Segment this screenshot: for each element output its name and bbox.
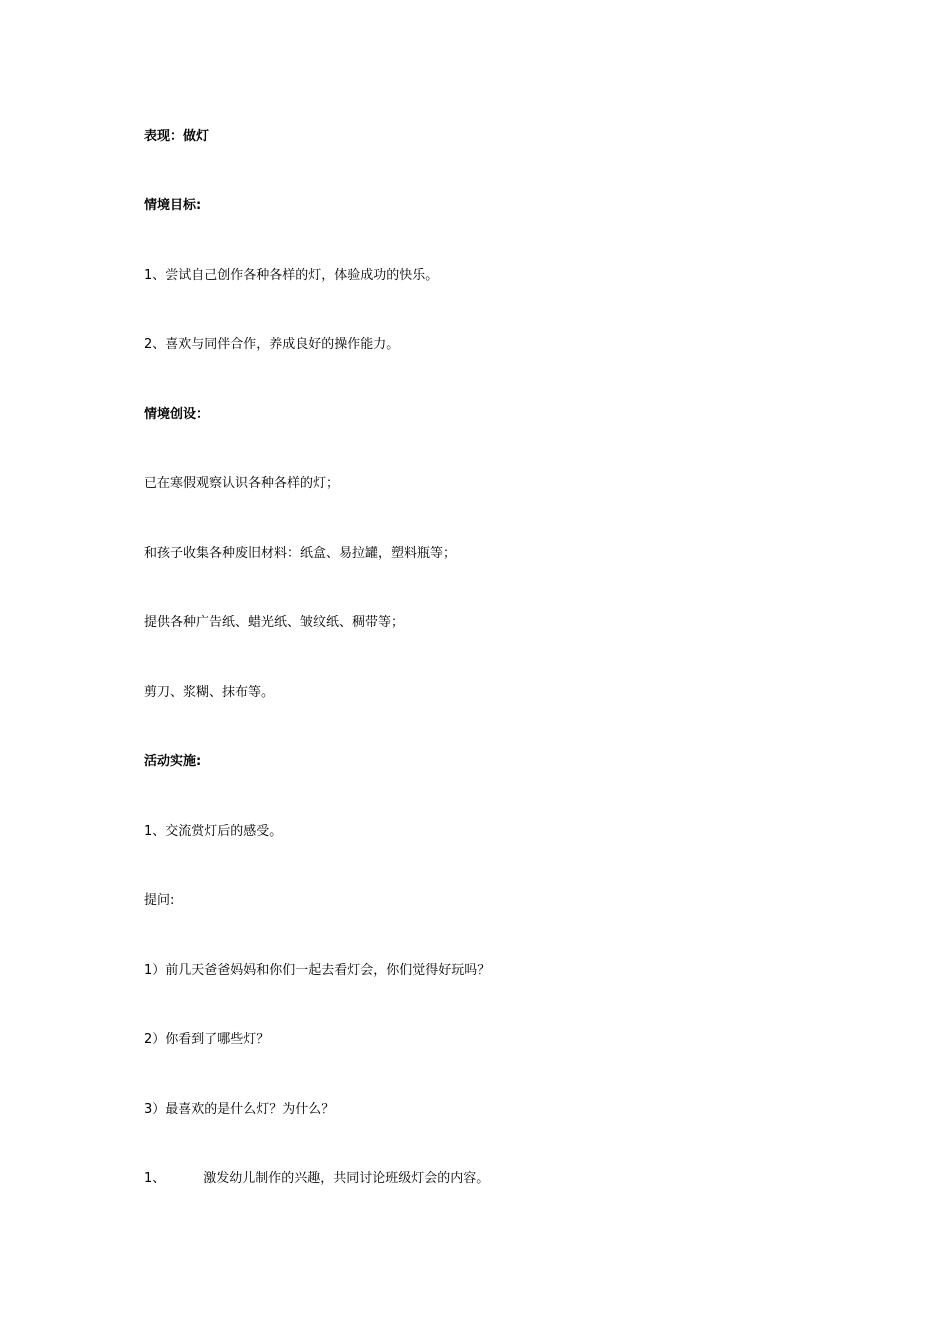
- setup-heading: 情境创设：: [144, 407, 210, 422]
- setup-item-2: 和孩子收集各种废旧材料：纸盒、易拉罐，塑料瓶等；: [144, 546, 457, 561]
- setup-item-3: 提供各种广告纸、蜡光纸、皱纹纸、稠带等；: [144, 615, 405, 630]
- activity-item-2-number: 1、: [144, 1171, 166, 1186]
- goal-item-1: 1、尝试自己创作各种各样的灯，体验成功的快乐。: [144, 268, 439, 283]
- document-title: 表现：做灯: [144, 129, 210, 144]
- question-item-3: 3）最喜欢的是什么灯？为什么？: [144, 1102, 335, 1117]
- question-item-2: 2）你看到了哪些灯？: [144, 1032, 270, 1047]
- activity-item-2-text: 激发幼儿制作的兴趣，共同讨论班级灯会的内容。: [203, 1171, 490, 1186]
- goals-heading: 情境目标:: [144, 198, 202, 213]
- activity-item-1: 1、交流赏灯后的感受。: [144, 824, 283, 839]
- activity-heading: 活动实施:: [144, 754, 202, 769]
- question-item-1: 1）前几天爸爸妈妈和你们一起去看灯会，你们觉得好玩吗？: [144, 963, 491, 978]
- ask-label: 提问:: [144, 893, 175, 908]
- setup-item-4: 剪刀、浆糊、抹布等。: [144, 685, 275, 700]
- goal-item-2: 2、喜欢与同伴合作，养成良好的操作能力。: [144, 337, 400, 352]
- activity-item-2: [144, 1170, 489, 1188]
- setup-item-1: 已在寒假观察认识各种各样的灯；: [144, 476, 340, 491]
